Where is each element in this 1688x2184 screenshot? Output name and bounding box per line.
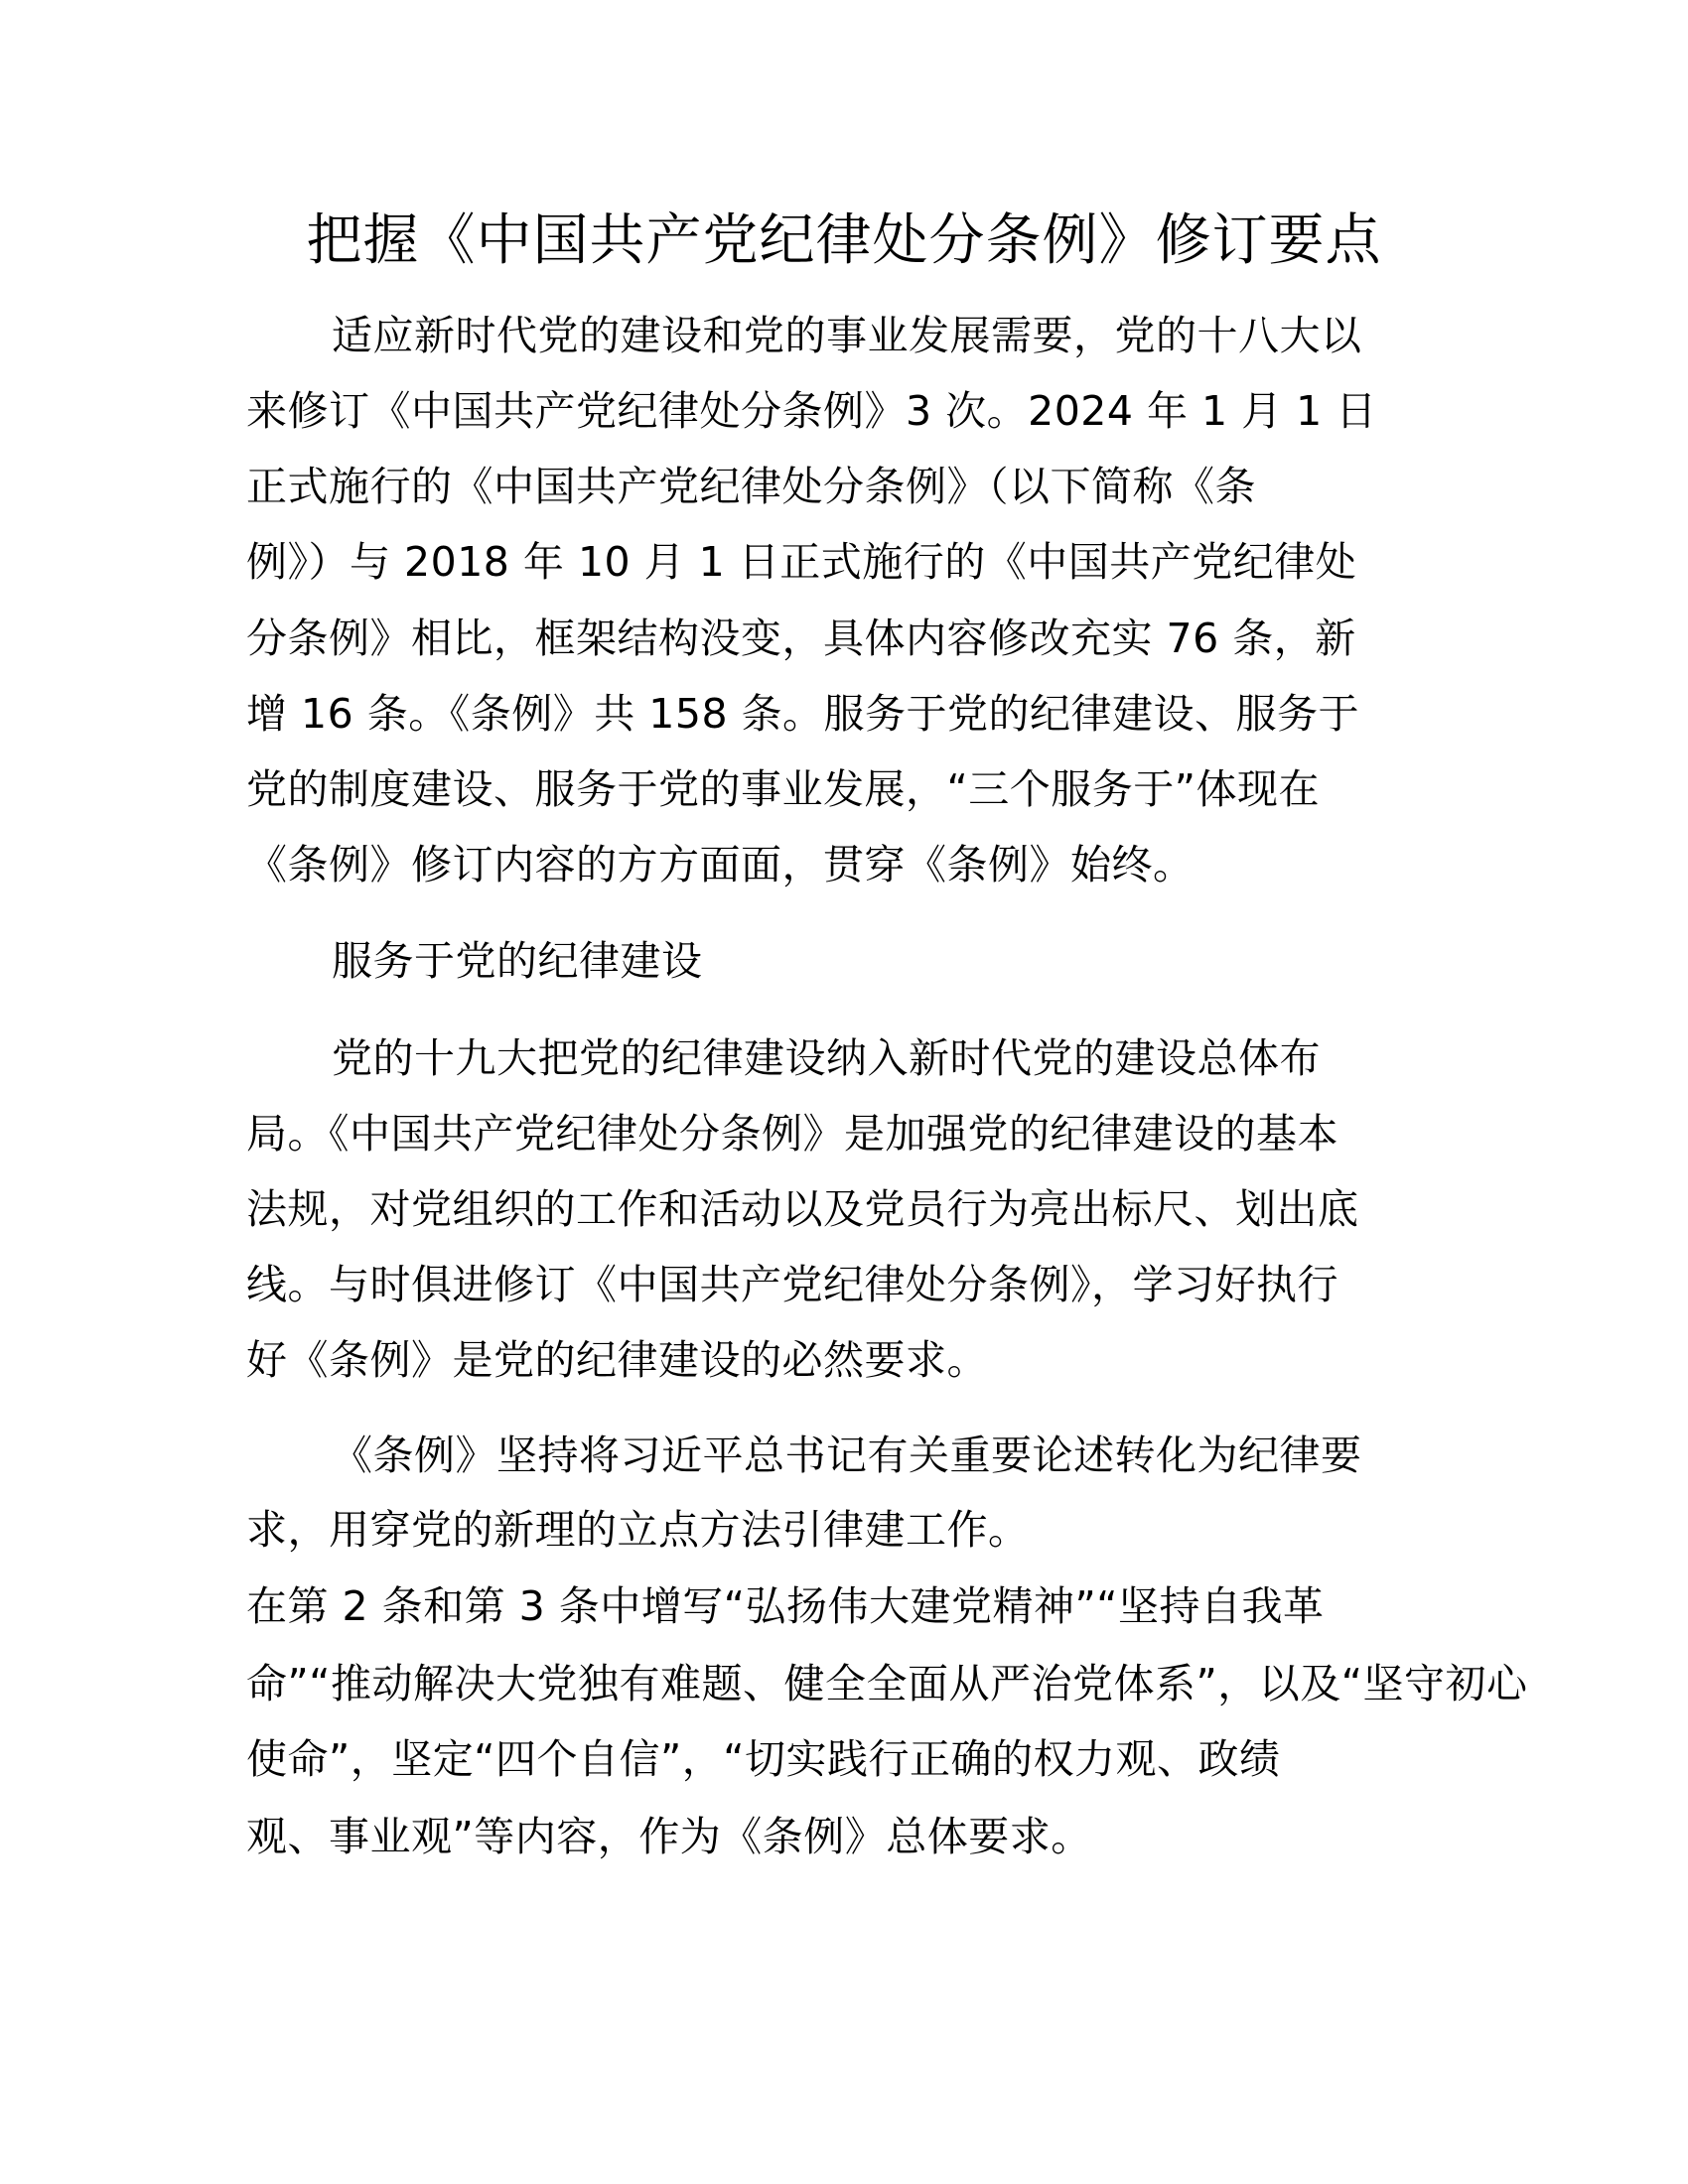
paragraph-line: 法规，对党组织的工作和活动以及党员行为亮出标尺、划出底	[246, 1185, 1359, 1233]
paragraph-line: 局。《中国共产党纪律处分条例》是加强党的纪律建设的基本	[246, 1110, 1338, 1158]
paragraph-line: 《条例》修订内容的方方面面，贯穿《条例》始终。	[246, 841, 1195, 888]
paragraph-line: 好《条例》是党的纪律建设的必然要求。	[246, 1336, 988, 1384]
paragraph-line: 增 16 条。《条例》共 158 条。服务于党的纪律建设、服务于	[246, 690, 1360, 738]
document-title: 把握《中国共产党纪律处分条例》修订要点	[306, 208, 1382, 273]
paragraph-line: 党的制度建设、服务于党的事业发展，“三个服务于”体现在	[246, 765, 1320, 813]
paragraph-line: 在第 2 条和第 3 条中增写“弘扬伟大建党精神”“坚持自我革	[246, 1582, 1325, 1630]
paragraph-line: 求，用穿党的新理的立点方法引律建工作。	[246, 1506, 1030, 1554]
paragraph-line: 命”“推动解决大党独有难题、健全全面从严治党体系”，以及“坚守初心	[246, 1660, 1528, 1707]
paragraph-line: 适应新时代党的建设和党的事业发展需要，党的十八大以	[332, 312, 1362, 359]
paragraph-line: 来修订《中国共产党纪律处分条例》3 次。2024 年 1 月 1 日	[246, 387, 1377, 435]
paragraph-line: 分条例》相比，框架结构没变，具体内容修改充实 76 条，新	[246, 614, 1356, 662]
paragraph-line: 正式施行的《中国共产党纪律处分条例》（以下简称《条	[246, 463, 1256, 510]
paragraph-line: 使命”，坚定“四个自信”，“切实践行正确的权力观、政绩	[246, 1735, 1281, 1783]
paragraph-line: 党的十九大把党的纪律建设纳入新时代党的建设总体布	[332, 1034, 1321, 1082]
section-heading: 服务于党的纪律建设	[332, 937, 703, 985]
paragraph-line: 《条例》坚持将习近平总书记有关重要论述转化为纪律要	[332, 1432, 1362, 1479]
paragraph-line: 线。与时俱进修订《中国共产党纪律处分条例》，学习好执行	[246, 1261, 1338, 1308]
paragraph-line: 观、事业观”等内容，作为《条例》总体要求。	[246, 1813, 1092, 1860]
paragraph-line: 例》）与 2018 年 10 月 1 日正式施行的《中国共产党纪律处	[246, 538, 1357, 586]
